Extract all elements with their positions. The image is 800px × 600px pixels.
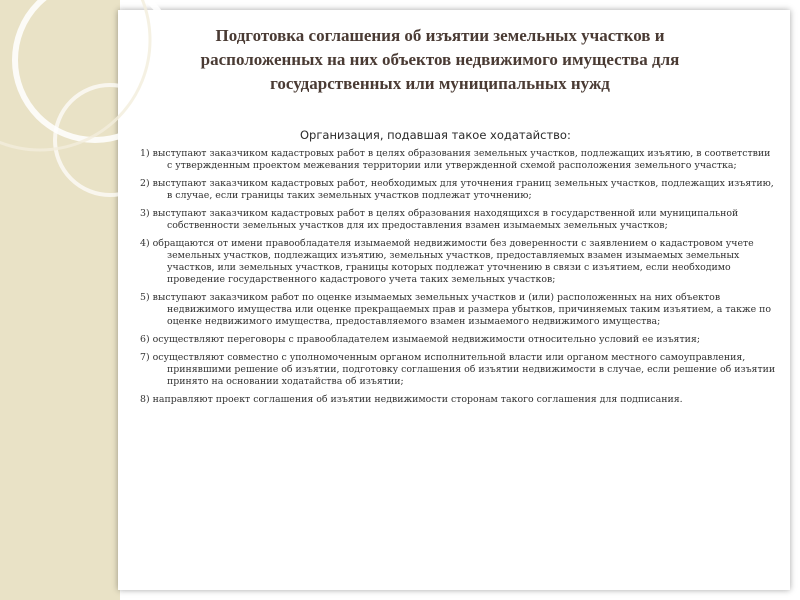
list-item: 2) выступают заказчиком кадастровых работ, необходимых для уточнения границ земельных участков, подлежащих изъятию, в случае, если границы таких земельных участков подлежат уточнению; [140, 178, 774, 201]
left-decorative-band [0, 0, 120, 600]
list-item: 5) выступают заказчиком работ по оценке изымаемых земельных участков и (или) расположенных на них объектов недвижимого имущества или оценке прекращаемых прав и размера убытков, причиняемых таким изъятием, а также по оценке недвижимого имущества, предоставляемого взамен изымаемого недвижимого имущества; [140, 292, 772, 327]
list-item: 6) осуществляют переговоры с правообладателем изымаемой недвижимости относительно условий ее изъятия; [140, 334, 700, 345]
list-item: 8) направляют проект соглашения об изъятии недвижимости сторонам такого соглашения для подписания. [140, 394, 683, 405]
organization-subheading: Организация, подавшая такое ходатайство: [300, 128, 571, 142]
list-item: 4) обращаются от имени правообладателя изымаемой недвижимости без доверенности с заявлением о кадастровом учете земельных участков, подлежащих изъятию, земельных участков, предоставляемых взамен изымаемых земельных участков, или земельных участков, границы которых подлежат уточнению в связи с изъятием, если необходимо проведение государственного кадастрового учета таких земельных участков; [140, 238, 754, 285]
list-item: 1) выступают заказчиком кадастровых работ в целях образования земельных участков, подлежащих изъятию, в соответствии с утвержденным проектом межевания территории или утвержденной схемой расположения земельного участка; [140, 148, 771, 171]
list-item: 3) выступают заказчиком кадастровых работ в целях образования находящихся в государственной или муниципальной собственности земельных участков для их предоставления взамен изымаемых земельных участков; [140, 208, 739, 231]
list-item: 7) осуществляют совместно с уполномоченным органом исполнительной власти или органом местного самоуправления, принявшими решение об изъятии, подготовку соглашения об изъятии недвижимости в случае, если решение об изъятии принято на основании ходатайства об изъятии; [140, 352, 776, 387]
slide-title: Подготовка соглашения об изъятии земельных участков и расположенных на них объектов недвижимого имущества для государственных или муниципальных нужд [200, 26, 680, 93]
duties-list [140, 148, 776, 412]
